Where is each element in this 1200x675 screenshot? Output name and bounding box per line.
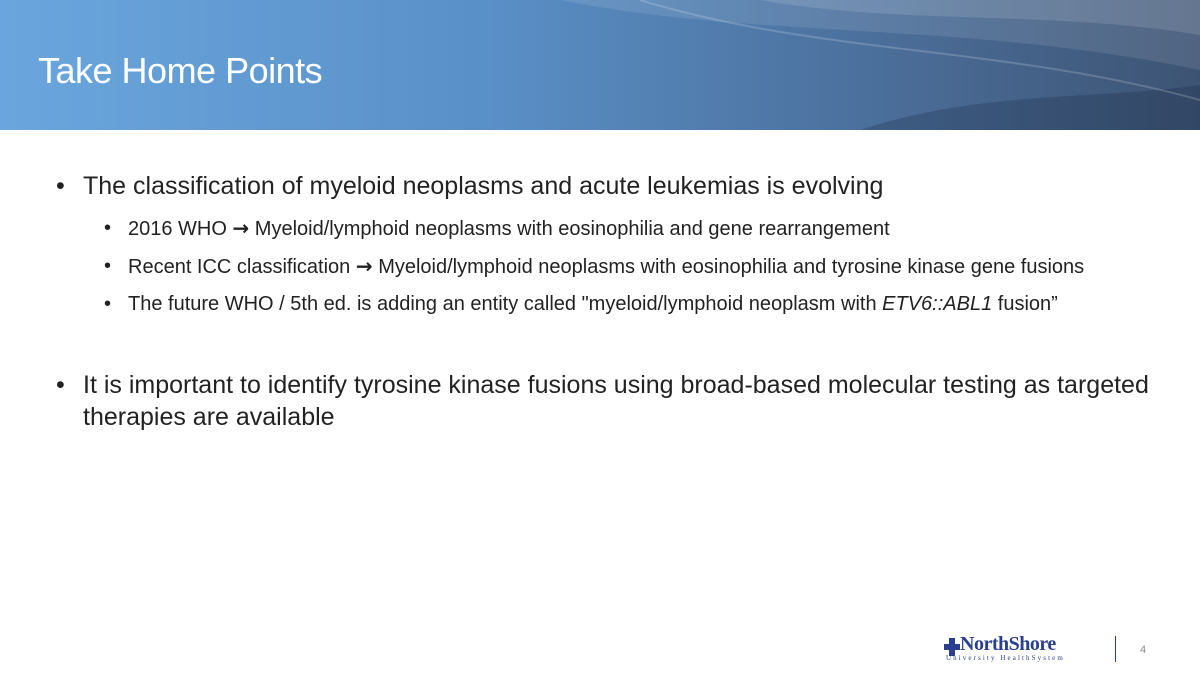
logo-divider xyxy=(1115,636,1116,662)
sub-bullet-future-who xyxy=(56,290,1156,319)
sub-bullet-text: Recent ICC classification xyxy=(128,256,356,278)
bullet-text: The classification of myeloid neoplasms and acute leukemias is evolving xyxy=(83,172,884,200)
sub-bullet-text: The future WHO / 5th ed. is adding an entity called "myeloid/lymphoid neoplasm with xyxy=(128,293,883,315)
sub-bullet-text: fusion” xyxy=(992,293,1058,315)
sub-bullet-text: 2016 WHO xyxy=(128,218,233,240)
bullet-text: It is important to identify tyrosine kinase fusions using broad-based molecular testing as targeted therapies are available xyxy=(83,371,1149,431)
gene-fusion-name: ETV6::ABL1 xyxy=(882,293,993,315)
logo-subtitle: University HealthSystem xyxy=(946,654,1065,662)
bullet-tyrosine-kinase xyxy=(56,369,1156,433)
arrow-icon: → xyxy=(355,254,373,278)
sub-bullet-icc xyxy=(56,252,1156,282)
slide-title: Take Home Points xyxy=(38,50,323,91)
slide-header xyxy=(0,0,1200,130)
northshore-logo xyxy=(944,633,1104,662)
sub-bullet-who-2016 xyxy=(56,214,1156,244)
logo-name: NorthShore xyxy=(960,633,1056,655)
sub-bullet-text: Myeloid/lymphoid neoplasms with eosinophilia and tyrosine kinase gene fusions xyxy=(372,256,1085,278)
sub-bullet-text: Myeloid/lymphoid neoplasms with eosinophilia and gene rearrangement xyxy=(249,218,890,240)
slide-content xyxy=(56,170,1156,433)
page-number: 4 xyxy=(1140,644,1147,656)
spacer xyxy=(56,319,1156,369)
arrow-icon: → xyxy=(232,216,250,240)
bullet-classification xyxy=(56,170,1156,202)
